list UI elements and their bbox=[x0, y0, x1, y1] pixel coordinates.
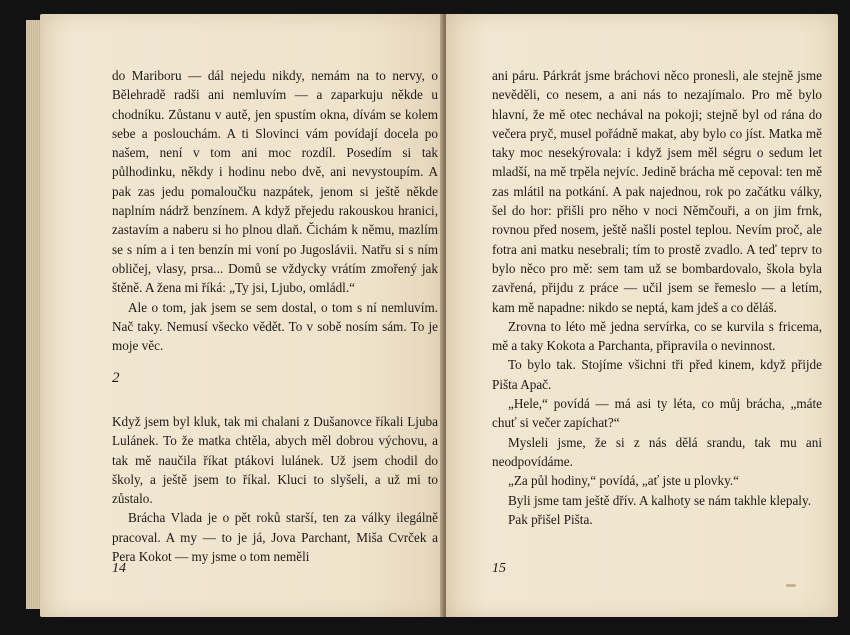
page-number: 15 bbox=[492, 561, 506, 576]
chapter-number: 2 bbox=[112, 370, 120, 386]
right-text bbox=[492, 66, 822, 529]
left-page bbox=[40, 14, 444, 617]
left-text-bottom bbox=[112, 412, 438, 566]
paragraph: Ale o tom, jak jsem se sem dostal, o tom s ní nemluvím. Nač taky. Nemusí všecko vědět. To v sobě nosím sám. To je moje věc. bbox=[112, 299, 438, 354]
paragraph: Brácha Vlada je o pět roků starší, ten za války ilegálně pracoval. A my — to je já, Jova Parchant, Miša Cvrček a Pera Kokot — my jsme o tom neměli bbox=[112, 510, 438, 565]
paragraph: „Hele,“ povídá — má asi ty léta, co můj brácha, „máte chuť si večer zapíchat?“ bbox=[492, 396, 822, 431]
paragraph: Byli jsme tam ještě dřív. A kalhoty se nám takhle klepaly. bbox=[508, 492, 812, 508]
paragraph: Zrovna to léto mě jedna servírka, co se kurvila s fricema, mě a taky Kokota a Parchanta, připravila o nevinnost. bbox=[492, 318, 822, 354]
paragraph: To bylo tak. Stojíme všichni tři před kinem, když přijde Pišta Apač. bbox=[492, 357, 822, 392]
paragraph: „Za půl hodiny,“ povídá, „ať jste u plovky.“ bbox=[508, 473, 739, 489]
left-text-top bbox=[112, 66, 438, 355]
paragraph: Mysleli jsme, že si z nás dělá srandu, tak mu ani neodpovídáme. bbox=[492, 434, 822, 469]
paragraph: Pak přišel Pišta. bbox=[508, 511, 593, 527]
paragraph: ani páru. Párkrát jsme bráchovi něco pronesli, ale stejně jsme nevěděli, co nesem, a ani nás to nezajímalo. Pro mě bylo hlavní, že mě otec nechával na pokoji; stejně byl od rána do večera pryč, musel pořádně makat, aby bylo co jíst. Matka mě taky moc nesekýrovala: i když jsem měl ségru o sedum let mladší, na mě trpěla nejvíc. Jedině brácha mě cepoval: ten mě zas mlátil na potkání. A pak najednou, rok po začátku války, šel do hor: přišli pro něho v noci Němčouři, a on jim frnk, rovnou před nosem, ještě našli postel teplou. Nevím proč, ale fotra ani matku nesebrali; tím to prostě zvadlo. A teď teprv to bylo něco pro mě: sem tam už se bombardovalo, škola byla zavřená, přijdu z práce — učil jsem se řemeslo — a letím, kam mě napadne: nikdo se neptá, kam jdeš a co děláš. bbox=[492, 68, 822, 315]
page-number: 14 bbox=[112, 561, 126, 576]
right-page bbox=[446, 14, 838, 617]
paragraph: do Mariboru — dál nejedu nikdy, nemám na to nervy, o Bělehradě radši ani nemluvím — a zaparkuju někde u chodníku. Zůstanu v autě, jen spustím okna, dívám se kolem sebe a poslouchám. A ti Slovinci vám povídají docela po našem, není v tom ani moc rozdíl. Posedím si tak půlhodinku, někdy i hodinu nebo dvě, ani nevystoupím. A pak zas jedu pomaloučku nazpátek, jenom si ještě někde naplním nádrž benzínem. A když přejedu rakouskou hranici, zastavím a naberu si ho plnou dlaň. Čichám k němu, mazlím se s ním a i ten benzín mi voní po Jugoslávii. Natřu si s ním obličej, vlasy, prsa... Domů se vždycky vrátím zmořený jak štěně. A žena mi říká: „Ty jsi, Ljubo, omládl.“ bbox=[112, 68, 438, 296]
paragraph: Když jsem byl kluk, tak mi chalani z Dušanovce říkali Ljuba Lulánek. To že matka chtěla, abych měl dobrou výchovu, a tak mě naučila říkat ptákovi lulánek. Už jsem chodil do školy, a ještě jsem to říkal. Kluci to slyšeli, a už mi to zůstalo. bbox=[112, 414, 438, 507]
paper-speck bbox=[786, 584, 796, 587]
